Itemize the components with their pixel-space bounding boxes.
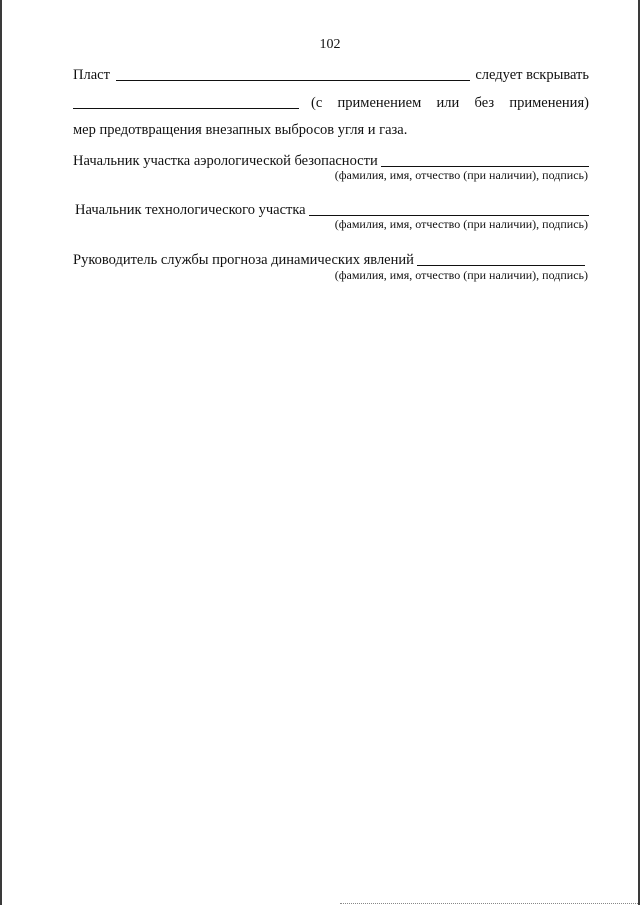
signature-hint: (фамилия, имя, отчество (при наличии), подпись): [334, 217, 588, 231]
method-line: [73, 94, 589, 112]
paren-word: применением: [337, 95, 422, 111]
signature-hint: (фамилия, имя, отчество (при наличии), подпись): [334, 168, 588, 182]
signature-blank-field[interactable]: [309, 201, 589, 216]
paren-word: без: [474, 95, 495, 111]
signature-hint: (фамилия, имя, отчество (при наличии), подпись): [334, 268, 588, 282]
plast-line: [73, 66, 589, 84]
scan-edge-left: [0, 0, 2, 905]
method-blank-field[interactable]: [73, 94, 299, 109]
paren-word: или: [436, 95, 460, 111]
signature-role: Руководитель службы прогноза динамических явлений: [73, 252, 414, 268]
measures-line: мер предотвращения внезапных выбросов угля и газа.: [73, 122, 408, 138]
plast-label: Пласт: [73, 67, 110, 83]
signature-role: Начальник участка аэрологической безопасности: [73, 153, 378, 169]
signature-blank-field[interactable]: [381, 152, 589, 167]
method-options: [311, 94, 589, 112]
follows-text: следует вскрывать: [475, 67, 589, 83]
page-number: 102: [319, 37, 341, 52]
paren-word: (с: [311, 95, 323, 111]
signature-role: Начальник технологического участка: [75, 202, 306, 218]
signature-blank-field[interactable]: [417, 251, 585, 266]
signature-line-forecast: [73, 251, 589, 269]
plast-blank-field[interactable]: [116, 66, 470, 81]
scan-edge-bottom: [340, 902, 638, 904]
paren-word: применения): [509, 95, 589, 111]
